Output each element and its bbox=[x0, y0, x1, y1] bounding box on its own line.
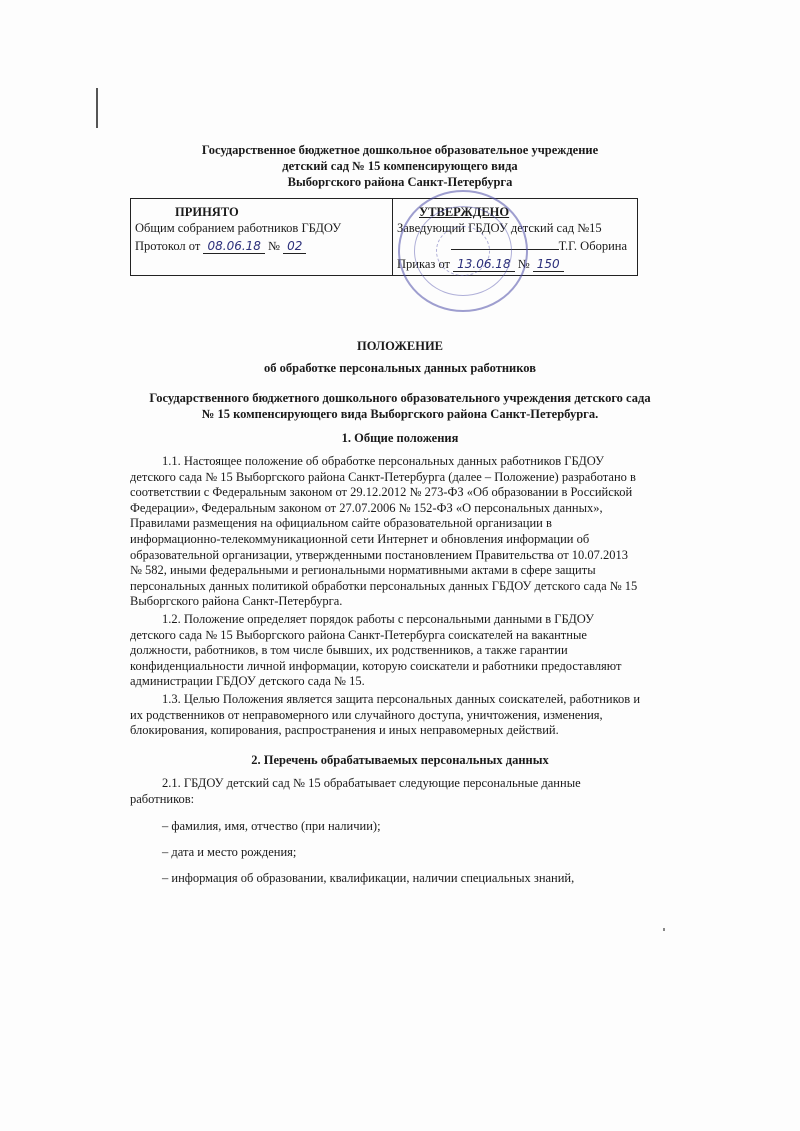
signer-line bbox=[397, 237, 633, 255]
accepted-heading: ПРИНЯТО bbox=[175, 205, 239, 219]
approved-cell bbox=[393, 199, 637, 275]
section-title: 2. Перечень обрабатываемых персональных данных bbox=[251, 753, 549, 767]
signer-name: Т.Г. Оборина bbox=[558, 239, 627, 253]
approved-heading: УТВЕРЖДЕНО bbox=[419, 205, 510, 219]
protocol-date: 08.06.18 bbox=[203, 239, 264, 254]
list-item: – фамилия, имя, отчество (при наличии); bbox=[162, 819, 381, 833]
document-subtitle: об обработке персональных данных работников bbox=[264, 361, 536, 375]
paragraph: 1.1. Настоящее положение об обработке персональных данных работников ГБДОУ детского сада № 15 Выборгского района Санкт-Петербурга (далее – Положение) разработано в соответствии с Федеральным законом от 29.12.2012 № 273-ФЗ «Об образовании в Российской Федерации», Федеральным законом от 27.07.2006 № 152-ФЗ «О персональных данных», Правилами размещения на официальном сайте образовательной организации в информационно-телекоммуникационной сети Интернет и обновления информации об образовательной организации, утвержденными постановлением Правительства от 10.07.2013 № 582, иными федеральными и региональными нормативными актами в сфере защиты персональных данных политикой обработки персональных данных ГБДОУ детского сада № 15 Выборгского района Санкт-Петербурга. bbox=[130, 454, 638, 609]
approved-by: Заведующий ГБДОУ детский сад №15 bbox=[397, 221, 602, 235]
org-header-line: детский сад № 15 компенсирующего вида bbox=[282, 159, 518, 173]
scan-dot bbox=[663, 928, 665, 931]
org-header-line: Государственное бюджетное дошкольное образовательное учреждение bbox=[201, 143, 599, 157]
scan-margin-mark bbox=[96, 88, 98, 128]
paragraph: 1.2. Положение определяет порядок работы с персональными данными в ГБДОУ детского сада № 15 Выборгского района Санкт-Петербурга соискателей на вакантные должности, работников, в том числе бывших, их родственников, а также гарантии конфиденциальности личной информации, которую соискатели и работники предоставляют администрации ГБДОУ детского сада № 15. bbox=[130, 612, 622, 689]
document-title: ПОЛОЖЕНИЕ bbox=[356, 339, 444, 353]
accepted-cell bbox=[131, 199, 393, 275]
approval-table bbox=[130, 198, 638, 276]
order-label: Приказ от bbox=[397, 257, 451, 271]
organization-header bbox=[130, 142, 670, 190]
order-number: 150 bbox=[533, 257, 564, 272]
document-org-line: Государственного бюджетного дошкольного образовательного учреждения детского сада bbox=[149, 391, 651, 405]
protocol-number: 02 bbox=[283, 239, 306, 254]
protocol-line bbox=[135, 237, 388, 255]
org-header-line: Выборгского района Санкт-Петербурга bbox=[287, 175, 513, 189]
document-org-line: № 15 компенсирующего вида Выборгского района Санкт-Петербурга. bbox=[201, 407, 599, 421]
order-line bbox=[397, 255, 633, 273]
list-item: – дата и место рождения; bbox=[162, 845, 297, 859]
paragraph: 1.3. Целью Положения является защита персональных данных соискателей, работников и их родственников от неправомерного или случайного доступа, уничтожения, изменения, блокирования, копирования, распространения и иных неправомерных действий. bbox=[130, 692, 641, 738]
section-title: 1. Общие положения bbox=[341, 431, 459, 445]
order-no-label: № bbox=[517, 257, 530, 271]
document-organization bbox=[130, 390, 670, 422]
protocol-label: Протокол от bbox=[135, 239, 201, 253]
accepted-by: Общим собранием работников ГБДОУ bbox=[135, 221, 342, 235]
order-date: 13.06.18 bbox=[453, 257, 514, 272]
signature-line bbox=[451, 249, 559, 250]
protocol-no-label: № bbox=[268, 239, 280, 253]
paragraph: 2.1. ГБДОУ детский сад № 15 обрабатывает следующие персональные данные работников: bbox=[130, 776, 581, 806]
list-item: – информация об образовании, квалификации, наличии специальных знаний, bbox=[162, 871, 575, 885]
